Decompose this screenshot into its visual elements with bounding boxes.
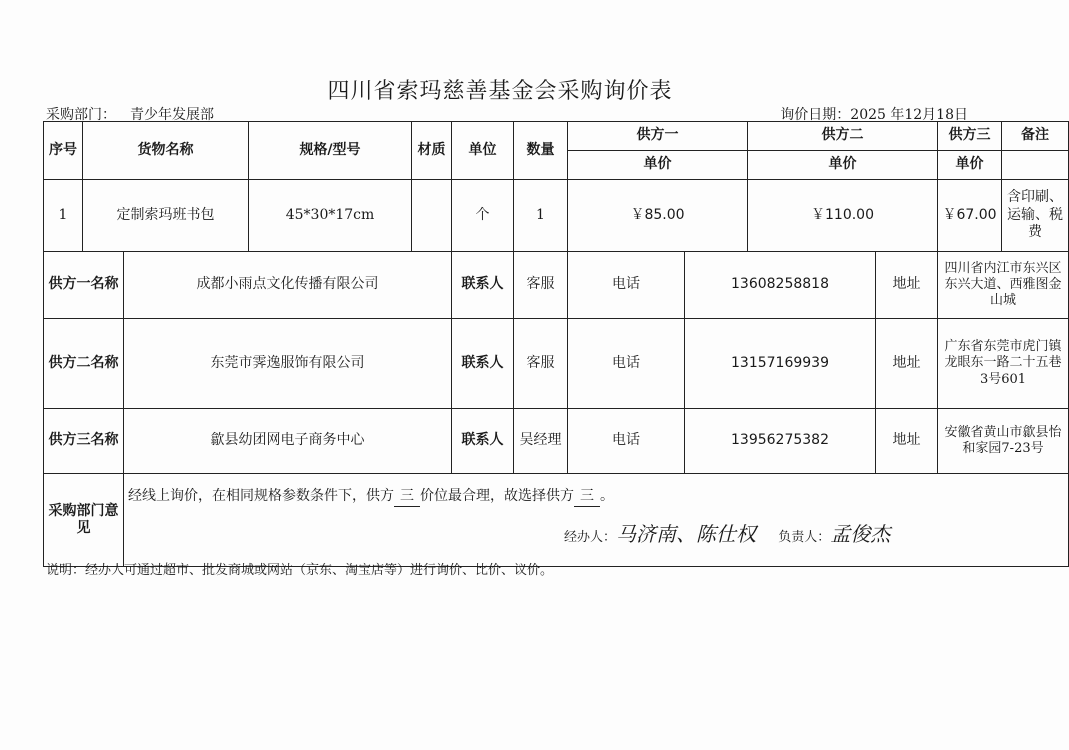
opinion-text-b: 价位最合理，故选择供方 bbox=[420, 488, 574, 504]
opinion-blank-1: 三 bbox=[394, 488, 420, 507]
supplier3-label: 供方三名称 bbox=[44, 409, 124, 474]
item-remark: 含印刷、运输、税费 bbox=[1002, 180, 1069, 252]
supplier3-contact: 吴经理 bbox=[514, 409, 568, 474]
date-value: 2025 年12月18日 bbox=[850, 107, 968, 123]
supplier2-phone: 13157169939 bbox=[685, 319, 876, 409]
leader-label: 负责人： bbox=[778, 530, 831, 545]
item-spec: 45*30*17cm bbox=[249, 180, 412, 252]
supplier-row bbox=[44, 319, 1069, 409]
form-title: 四川省索玛慈善基金会采购询价表 bbox=[327, 79, 673, 104]
supplier2-contact: 客服 bbox=[514, 319, 568, 409]
supplier1-address-label: 地址 bbox=[876, 252, 938, 319]
supplier1-address: 四川省内江市东兴区东兴大道、西雅图金山城 bbox=[938, 252, 1069, 319]
supplier1-contact-label: 联系人 bbox=[452, 252, 514, 319]
opinion-text-c: 。 bbox=[600, 488, 614, 504]
footnote: 说明：经办人可通过超市、批发商城或网站（京东、淘宝店等）进行询价、比价、议价。 bbox=[46, 563, 554, 578]
opinion-text-a: 经线上询价，在相同规格参数条件下，供方 bbox=[128, 488, 394, 504]
header-supplier3: 供方三 bbox=[938, 122, 1002, 151]
supplier-row bbox=[44, 252, 1069, 319]
supplier3-address: 安徽省黄山市歙县怡和家园7-23号 bbox=[938, 409, 1069, 474]
header-material: 材质 bbox=[412, 122, 452, 180]
opinion-text bbox=[128, 488, 614, 507]
supplier3-name: 歙县幼团网电子商务中心 bbox=[124, 409, 452, 474]
supplier3-contact-label: 联系人 bbox=[452, 409, 514, 474]
opinion-blank-2: 三 bbox=[574, 488, 600, 507]
supplier2-label: 供方二名称 bbox=[44, 319, 124, 409]
table-row bbox=[44, 180, 1069, 252]
header-remark-blank bbox=[1002, 151, 1069, 180]
supplier1-phone-label: 电话 bbox=[568, 252, 685, 319]
item-seq: 1 bbox=[44, 180, 83, 252]
header-unit: 单位 bbox=[452, 122, 514, 180]
supplier2-name: 东莞市霁逸服饰有限公司 bbox=[124, 319, 452, 409]
header-unit-price-2: 单价 bbox=[748, 151, 938, 180]
item-price-2: ￥110.00 bbox=[748, 180, 938, 252]
department-value: 青少年发展部 bbox=[130, 107, 214, 123]
handler-label: 经办人： bbox=[564, 530, 617, 545]
item-unit: 个 bbox=[452, 180, 514, 252]
supplier3-address-label: 地址 bbox=[876, 409, 938, 474]
supplier2-address: 广东省东莞市虎门镇龙眼东一路二十五巷3号601 bbox=[938, 319, 1069, 409]
header-unit-price-3: 单价 bbox=[938, 151, 1002, 180]
department-label: 采购部门： bbox=[46, 107, 116, 123]
supplier2-contact-label: 联系人 bbox=[452, 319, 514, 409]
supplier3-phone: 13956275382 bbox=[685, 409, 876, 474]
supplier3-phone-label: 电话 bbox=[568, 409, 685, 474]
opinion-cell bbox=[124, 474, 1069, 567]
inquiry-table bbox=[43, 121, 1069, 567]
supplier2-phone-label: 电话 bbox=[568, 319, 685, 409]
header-goods: 货物名称 bbox=[83, 122, 249, 180]
header-supplier2: 供方二 bbox=[748, 122, 938, 151]
supplier1-name: 成都小雨点文化传播有限公司 bbox=[124, 252, 452, 319]
supplier1-contact: 客服 bbox=[514, 252, 568, 319]
item-qty: 1 bbox=[514, 180, 568, 252]
supplier1-label: 供方一名称 bbox=[44, 252, 124, 319]
signature-line bbox=[564, 522, 890, 547]
item-price-3: ￥67.00 bbox=[938, 180, 1002, 252]
opinion-label: 采购部门意见 bbox=[44, 474, 124, 567]
item-material bbox=[412, 180, 452, 252]
header-remark: 备注 bbox=[1002, 122, 1069, 151]
date-label: 询价日期： bbox=[780, 107, 851, 123]
header-spec: 规格/型号 bbox=[249, 122, 412, 180]
header-supplier1: 供方一 bbox=[568, 122, 748, 151]
leader-signature: 孟俊杰 bbox=[830, 522, 891, 546]
header-unit-price-1: 单价 bbox=[568, 151, 748, 180]
supplier-row bbox=[44, 409, 1069, 474]
item-goods: 定制索玛班书包 bbox=[83, 180, 249, 252]
header-qty: 数量 bbox=[514, 122, 568, 180]
opinion-row bbox=[44, 474, 1069, 567]
header-seq: 序号 bbox=[44, 122, 83, 180]
supplier1-phone: 13608258818 bbox=[685, 252, 876, 319]
handler-signature: 马济南、陈仕权 bbox=[616, 522, 757, 546]
item-price-1: ￥85.00 bbox=[568, 180, 748, 252]
supplier2-address-label: 地址 bbox=[876, 319, 938, 409]
